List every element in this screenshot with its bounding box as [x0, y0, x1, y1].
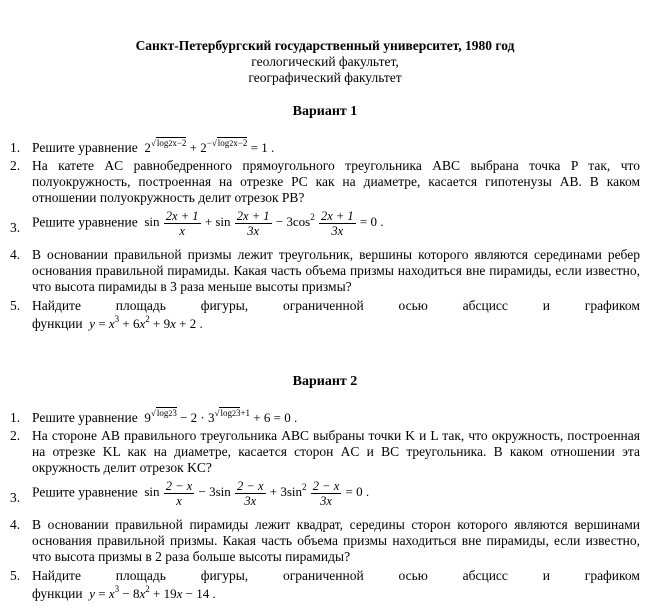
- problem-text: Решите уравнение: [32, 484, 138, 500]
- equation: sin $\frac{2 - x}{x}$ − 3sin $\frac{2 - x}{3x}$ + $3\sin^2$ $\frac{2 - x}{3x}$ = 0 .: [141, 479, 370, 508]
- problem-text: В основании правильной пирамиды лежит квадрат, середины сторон которого являются вершинами основания правильной призмы. Какая часть объема призмы находиться вне пирамиды, если известно, что высота призмы в 2 раза больше высоты пирамиды?: [32, 517, 640, 564]
- variant-2-title: Вариант 2: [292, 374, 358, 389]
- v2-problem-4: [10, 517, 640, 565]
- v2-problem-3: [10, 479, 640, 508]
- problem-number: 5.: [10, 568, 21, 583]
- problem-number: 4.: [10, 517, 21, 532]
- problem-number: 3.: [10, 220, 21, 235]
- equation: $y = x^3 - 8x^2 + 19x - 14$ .: [89, 584, 216, 601]
- problem-number: 3.: [10, 490, 21, 505]
- v1-problem-3: [10, 209, 640, 238]
- problem-number: 2.: [10, 428, 21, 443]
- v1-problem-1: [10, 140, 640, 156]
- equation: sin $\frac{2x + 1}{x}$ + sin $\frac{2x + 1}{3x}$ − $3\cos^2$ $\frac{2x + 1}{3x}$ = 0 .: [141, 209, 384, 238]
- problem-text-line: Найдите площадь фигуры, ограниченной осью абсцисс и графиком: [32, 298, 640, 313]
- v2-problem-1: [10, 410, 640, 426]
- problem-text: Решите уравнение: [32, 410, 138, 425]
- document-title: Санкт-Петербургский государственный университет, 1980 год: [135, 38, 515, 53]
- problem-number: 1.: [10, 410, 21, 425]
- v1-problem-2: [10, 158, 640, 206]
- problem-number: 1.: [10, 140, 21, 155]
- faculty-line-1: геологический факультет,: [251, 54, 399, 69]
- v1-problem-5: [10, 298, 640, 332]
- problem-text: В основании правильной призмы лежит треугольник, вершины которого являются серединами ребер основания правильной пирамиды. Какая часть объема призмы находиться вне пирамиды, если известно, что высота пирамиды в 3 раза меньше высоты призмы?: [32, 247, 640, 294]
- equation: $y = x^3 + 6x^2 + 9x + 2$ .: [89, 314, 203, 331]
- problem-number: 2.: [10, 158, 21, 173]
- variant-1-title: Вариант 1: [292, 104, 358, 119]
- v1-problem-4: [10, 247, 640, 295]
- equation: $9^{√log23} - 2 \cdot 3^{√log23+1} + 6 = 0$ .: [141, 408, 298, 425]
- v2-problem-5: [10, 568, 640, 602]
- problem-text-line: Найдите площадь фигуры, ограниченной осью абсцисс и графиком: [32, 568, 640, 583]
- equation: $2^{√log2x-2} + 2^{-√log2x-2} = 1$ .: [141, 138, 275, 155]
- problem-number: 4.: [10, 247, 21, 262]
- faculty-line-2: географический факультет: [248, 70, 402, 85]
- problem-number: 5.: [10, 298, 21, 313]
- v2-problem-2: [10, 428, 640, 476]
- problem-text: Решите уравнение: [32, 140, 138, 155]
- problem-text: Решите уравнение: [32, 214, 138, 230]
- problem-text: функции: [32, 316, 83, 331]
- problem-text: На катете AC равнобедренного прямоугольного треугольника ABC выбрана точка P так, что полуокружность, построенная на отрезке PC как на диаметре, касается гипотенузы AB. В каком отношении полуокружность делит отрезок PB?: [32, 158, 640, 205]
- problem-text: функции: [32, 586, 83, 601]
- problem-text: На стороне AB правильного треугольника ABC выбраны точки K и L так, что окружность, построенная на отрезке KL как на диаметре, касается сторон AC и BC треугольника. В каком отношении эта окружность делит отрезок KC?: [32, 428, 640, 475]
